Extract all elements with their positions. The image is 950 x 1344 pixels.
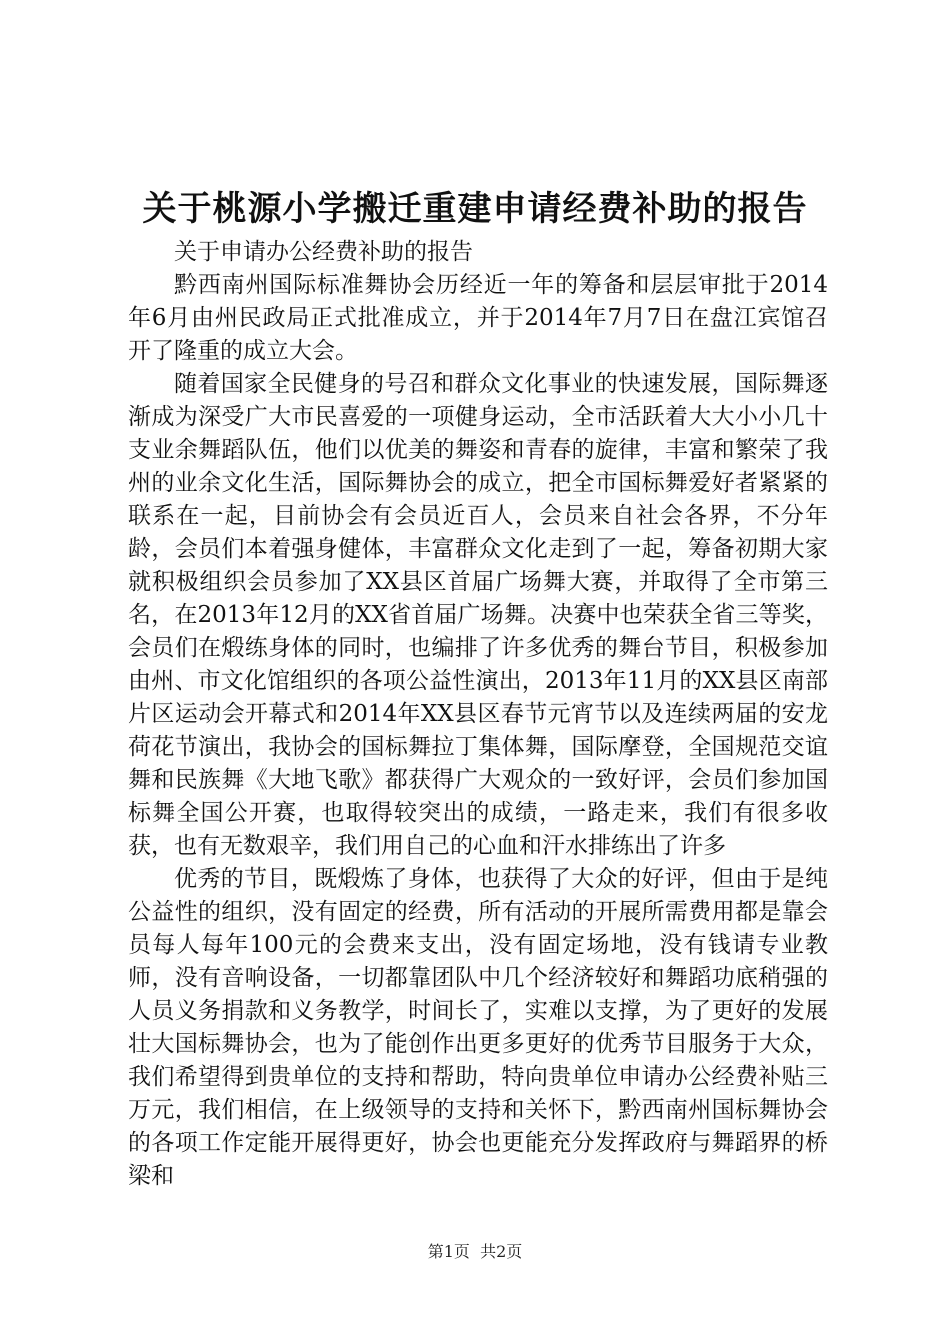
paragraph-founding: 黔西南州国际标准舞协会历经近一年的筹备和层层审批于2014年6月由州民政局正式批准成立，并于2014年7月7日在盘江宾馆召开了隆重的成立大会。 <box>128 272 828 364</box>
paragraph-subtitle: 关于申请办公经费补助的报告 <box>174 239 473 265</box>
document-body <box>128 236 828 1193</box>
paragraph-activities: 随着国家全民健身的号召和群众文化事业的快速发展，国际舞逐渐成为深受广大市民喜爱的一项健身运动，全市活跃着大大小小几十支业余舞蹈队伍，他们以优美的舞姿和青春的旋律，丰富和繁荣了我州的业余文化生活，国际舞协会的成立，把全市国标舞爱好者紧紧的联系在一起，目前协会有会员近百人，会员来自社会各界，不分年龄，会员们本着强身健体，丰富群众文化走到了一起，筹备初期大家就积极组织会员参加了XX县区首届广场舞大赛，并取得了全市第三名，在2013年12月的XX省首届广场舞。决赛中也荣获全省三等奖，会员们在煅练身体的同时，也编排了许多优秀的舞台节目，积极参加由州、市文化馆组织的各项公益性演出，2013年11月的XX县区南部片区运动会开幕式和2014年XX县区春节元宵节以及连续两届的安龙荷花节演出，我协会的国标舞拉丁集体舞，国际摩登，全国规范交谊舞和民族舞《大地飞歌》都获得广大观众的一致好评，会员们参加国标舞全国公开赛，也取得较突出的成绩，一路走来，我们有很多收获，也有无数艰辛，我们用自己的心血和汗水排练出了许多 <box>128 371 828 859</box>
page-number-label: 第1页 共2页 <box>427 1242 523 1261</box>
page-footer <box>0 1240 950 1264</box>
paragraph-request: 优秀的节目，既煅炼了身体，也获得了大众的好评，但由于是纯公益性的组织，没有固定的经费，所有活动的开展所需费用都是靠会员每人每年100元的会费来支出，没有固定场地，没有钱请专业教师，没有音响设备，一切都靠团队中几个经济较好和舞蹈功底稍强的人员义务捐款和义务教学，时间长了，实难以支撑，为了更好的发展壮大国标舞协会，也为了能创作出更多更好的优秀节目服务于大众，我们希望得到贵单位的支持和帮助，特向贵单位申请办公经费补贴三万元，我们相信，在上级领导的支持和关怀下，黔西南州国标舞协会的各项工作定能开展得更好，协会也更能充分发挥政府与舞蹈界的桥梁和 <box>128 866 828 1189</box>
document-title: 关于桃源小学搬迁重建申请经费补助的报告 <box>142 189 808 229</box>
